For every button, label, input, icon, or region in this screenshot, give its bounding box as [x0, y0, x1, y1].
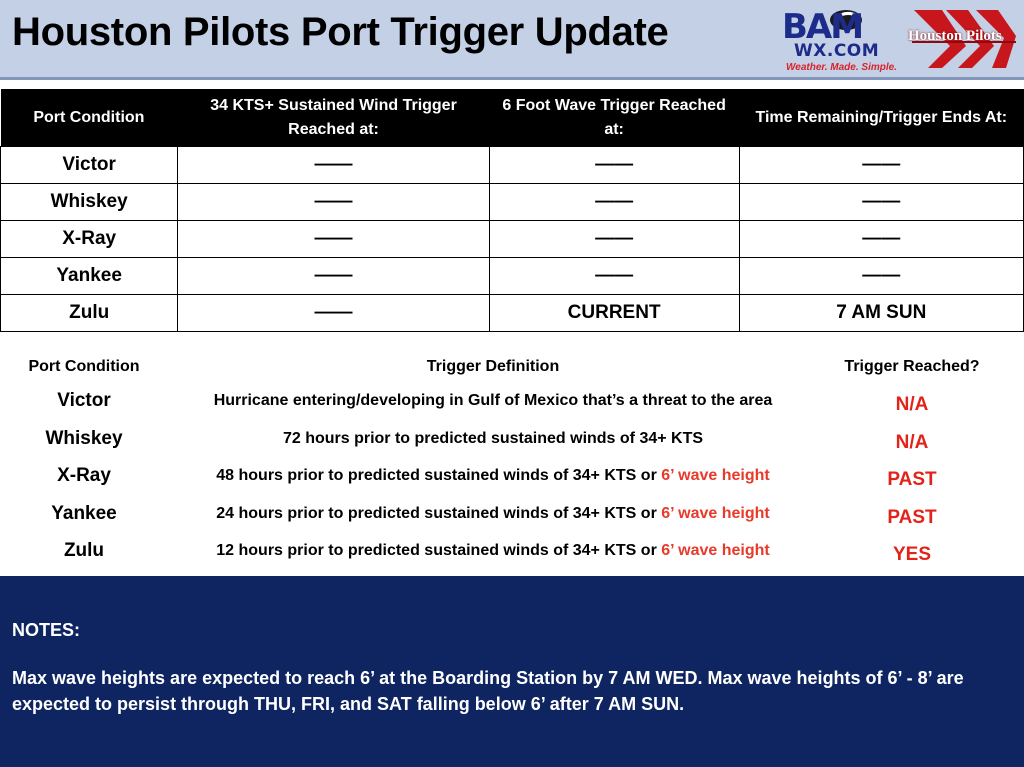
row-condition: Yankee — [1, 258, 178, 295]
definition-status: PAST — [887, 469, 937, 490]
definition-text — [168, 430, 818, 448]
row-wave: CURRENT — [489, 295, 739, 332]
definition-text-main: 12 hours prior to predicted sustained winds of 34+ KTS or — [216, 542, 662, 559]
definition-status: N/A — [895, 432, 929, 453]
row-wind: —— — [178, 221, 489, 258]
table-row — [1, 295, 1024, 332]
notes-body: Max wave heights are expected to reach 6’ at the Boarding Station by 7 AM WED. Max wave heights of 6’ - 8’ are expected to persist through THU, FRI, and SAT falling below 6’ after 7 AM SUN. — [12, 668, 964, 714]
page-title: Houston Pilots Port Trigger Update — [12, 10, 669, 54]
definition-text — [168, 542, 818, 560]
row-time: —— — [739, 184, 1024, 221]
header-wave-trigger: 6 Foot Wave Trigger Reached at: — [489, 89, 739, 147]
definition-condition: Whiskey — [45, 428, 123, 449]
definition-text — [168, 505, 818, 523]
table-row — [1, 147, 1024, 184]
row-time: —— — [739, 258, 1024, 295]
definition-text-main: 72 hours prior to predicted sustained winds of 34+ KTS — [282, 430, 704, 447]
definition-condition: X-Ray — [57, 465, 111, 486]
trigger-status-table — [0, 89, 1024, 332]
definition-text-highlight: 6’ wave height — [661, 505, 770, 522]
definition-text-main: 48 hours prior to predicted sustained winds of 34+ KTS or — [216, 467, 662, 484]
definition-status: N/A — [895, 394, 929, 415]
header-wind-trigger: 34 KTS+ Sustained Wind Trigger Reached at: — [178, 89, 489, 147]
definition-status: PAST — [887, 507, 937, 528]
row-time: —— — [739, 147, 1024, 184]
row-wave: —— — [489, 258, 739, 295]
definition-row — [0, 428, 1024, 464]
header-bar — [0, 0, 1024, 80]
definition-condition: Yankee — [51, 503, 117, 524]
row-time: 7 AM SUN — [739, 295, 1024, 332]
definition-condition: Victor — [57, 390, 111, 411]
row-wave: —— — [489, 147, 739, 184]
definitions-header-condition: Port Condition — [28, 358, 140, 375]
definition-status: YES — [892, 544, 932, 565]
row-condition: X-Ray — [1, 221, 178, 258]
definition-text — [168, 467, 818, 485]
definition-text-main: 24 hours prior to predicted sustained winds of 34+ KTS or — [216, 505, 662, 522]
row-wind: —— — [178, 258, 489, 295]
row-wave: —— — [489, 221, 739, 258]
row-wind: —— — [178, 295, 489, 332]
header-time-remaining: Time Remaining/Trigger Ends At: — [739, 89, 1024, 147]
definition-text — [168, 392, 818, 410]
row-condition: Zulu — [1, 295, 178, 332]
bam-tagline: Weather. Made. Simple. — [786, 62, 897, 73]
row-condition: Victor — [1, 147, 178, 184]
houston-pilots-logo — [906, 6, 1018, 72]
definition-row — [0, 503, 1024, 539]
definitions-header-definition: Trigger Definition — [426, 358, 560, 375]
wx-logo-text: WX.COM — [794, 41, 880, 61]
definition-text-main: Hurricane entering/developing in Gulf of Mexico that’s a threat to the area — [213, 392, 773, 409]
row-wind: —— — [178, 147, 489, 184]
bam-logo-text: BAM — [782, 7, 863, 47]
bam-wx-logo — [782, 8, 904, 76]
row-condition: Whiskey — [1, 184, 178, 221]
definition-text-highlight: 6’ wave height — [661, 542, 770, 559]
definitions-header-reached: Trigger Reached? — [844, 358, 980, 375]
houston-pilots-logo-text: Houston Pilots — [908, 28, 1002, 44]
row-wave: —— — [489, 184, 739, 221]
table-row — [1, 221, 1024, 258]
definition-text-highlight: 6’ wave height — [661, 467, 770, 484]
definition-row — [0, 390, 1024, 426]
table-row — [1, 184, 1024, 221]
definition-condition: Zulu — [63, 540, 105, 561]
definition-row — [0, 465, 1024, 501]
notes-panel — [0, 576, 1024, 767]
table-row — [1, 258, 1024, 295]
header-port-condition: Port Condition — [1, 89, 178, 147]
trigger-table-header — [1, 89, 1024, 147]
notes-title: NOTES: — [12, 620, 81, 640]
row-wind: —— — [178, 184, 489, 221]
row-time: —— — [739, 221, 1024, 258]
definition-row — [0, 540, 1024, 576]
